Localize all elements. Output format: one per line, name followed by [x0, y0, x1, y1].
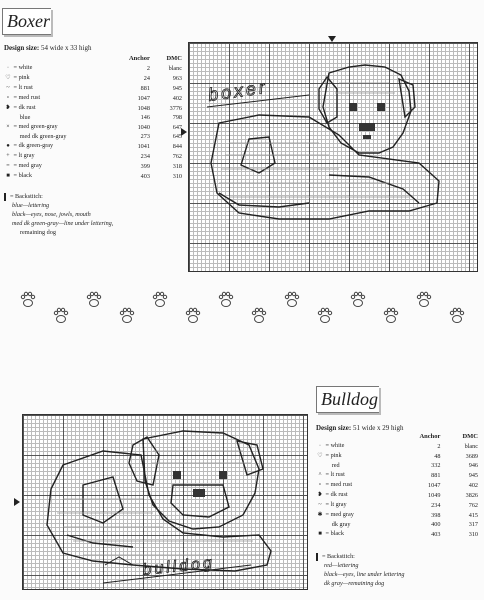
- paw-print-icon: [318, 308, 331, 322]
- stitch-symbol-icon: +: [6, 153, 10, 159]
- color-name-cell: ● = dk green-gray: [2, 141, 111, 151]
- stitch-symbol-icon: ×: [6, 124, 10, 130]
- stitch-symbol-icon: ❥: [317, 492, 323, 498]
- bulldog-color-key: [314, 432, 480, 539]
- paw-print-icon: [120, 308, 133, 322]
- color-name: lt gray: [18, 152, 35, 159]
- color-name-cell: + = lt gray: [2, 151, 111, 161]
- color-name-cell: ▫ = med rust: [2, 93, 111, 103]
- boxer-key-row: [2, 151, 184, 161]
- anchor-number: 234: [431, 501, 441, 509]
- bulldog-chart-grid: [22, 414, 308, 590]
- anchor-number: 399: [140, 162, 150, 170]
- color-name: dk rust: [330, 491, 348, 498]
- bulldog-backstitch-line: red—lettering: [324, 562, 359, 569]
- stitch-symbol-icon: ·: [7, 65, 9, 71]
- color-name-cell: · = white: [2, 63, 111, 73]
- color-name-cell: ♡ = pink: [5, 74, 30, 81]
- paw-print-icon: [219, 292, 232, 306]
- bulldog-backstitch: [316, 552, 404, 588]
- boxer-backstitch-line: remaining dog: [20, 229, 56, 236]
- anchor-number: 234: [140, 152, 150, 160]
- boxer-col-anchor: Anchor: [128, 55, 150, 62]
- boxer-backstitch-line: blue—lettering: [12, 202, 50, 209]
- anchor-number: 146: [140, 114, 150, 121]
- boxer-col-dmc: DMC: [166, 55, 182, 62]
- dmc-number: blanc: [168, 64, 182, 72]
- backstitch-bar-icon: [316, 553, 318, 561]
- dmc-number: 3826: [465, 491, 478, 499]
- stitch-symbol-icon: ·: [319, 443, 321, 449]
- bulldog-key-row: [314, 470, 480, 480]
- bulldog-chart-lettering: bulldog: [141, 554, 216, 579]
- anchor-number: 1049: [428, 491, 441, 499]
- paw-print-icon: [21, 292, 34, 306]
- anchor-number: 2: [146, 64, 150, 72]
- boxer-key-row: [2, 122, 184, 132]
- color-name: med green-gray: [18, 123, 58, 130]
- color-name: red: [331, 462, 340, 469]
- bulldog-design-size-value: 51 wide x 29 high: [352, 424, 404, 432]
- backstitch-bar-icon: [4, 193, 6, 201]
- stitch-symbol-icon: ▫: [6, 95, 10, 101]
- dmc-number: 945: [468, 471, 478, 479]
- color-name-cell: ■ = black: [2, 171, 111, 181]
- paw-print-icon: [153, 292, 166, 306]
- boxer-backstitch-line: black—eyes, nose, jowls, mouth: [12, 211, 91, 218]
- paw-print-icon: [351, 292, 364, 306]
- anchor-number: 1048: [137, 104, 150, 112]
- color-name: med gray: [18, 162, 42, 169]
- anchor-number: 332: [431, 462, 441, 469]
- boxer-design-size-label: Design size:: [4, 44, 40, 52]
- paw-print-icon: [450, 308, 463, 322]
- stitch-symbol-icon: ^: [318, 472, 322, 478]
- anchor-number: 881: [140, 84, 150, 92]
- bulldog-backstitch-label: = Backstitch:: [316, 552, 404, 561]
- bulldog-col-anchor: Anchor: [419, 433, 441, 440]
- bulldog-key-row: [314, 510, 480, 520]
- anchor-number: 403: [431, 530, 441, 538]
- color-name: med rust: [330, 481, 353, 488]
- dmc-number: 3689: [465, 452, 478, 460]
- color-name: lt rust: [330, 471, 345, 478]
- color-name-cell: × = med green-gray: [2, 122, 111, 132]
- color-name: dk green-gray: [18, 142, 54, 149]
- color-name: dk gray: [331, 521, 351, 528]
- stitch-symbol-icon: ❥: [5, 105, 11, 111]
- bulldog-key-row: [314, 520, 480, 529]
- stitch-symbol-icon: ■: [6, 173, 10, 179]
- color-name-cell: = = med gray: [2, 161, 111, 171]
- color-name: med rust: [18, 94, 41, 101]
- boxer-backstitch-line: med dk green-gray—line under lettering,: [12, 220, 114, 227]
- color-name: blue: [19, 114, 31, 121]
- dmc-number: 762: [172, 152, 182, 160]
- dmc-number: 402: [172, 94, 182, 102]
- boxer-key-row: [2, 161, 184, 171]
- paw-print-icon: [384, 308, 397, 322]
- color-name-cell: ■ = black: [314, 529, 394, 539]
- stitch-symbol-icon: ~: [318, 502, 322, 508]
- boxer-key-row: [2, 93, 184, 103]
- dmc-number: 402: [468, 481, 478, 489]
- color-name-cell: ✱ = med gray: [317, 511, 354, 518]
- color-name-cell: ~ = lt rust: [2, 83, 111, 93]
- boxer-dog-chart: [189, 43, 477, 271]
- boxer-backstitch-label: = Backstitch:: [4, 192, 113, 201]
- anchor-number: 1041: [137, 142, 150, 150]
- anchor-number: 2: [437, 442, 441, 450]
- color-name: lt gray: [330, 501, 347, 508]
- bulldog-title-box: [316, 386, 379, 413]
- bulldog-key-row: [314, 480, 480, 490]
- stitch-symbol-icon: ▫: [318, 482, 322, 488]
- dmc-number: 310: [172, 172, 182, 180]
- color-name: pink: [330, 452, 342, 459]
- dmc-number: 798: [172, 114, 182, 121]
- anchor-number: 400: [431, 521, 441, 528]
- dmc-number: blanc: [464, 442, 478, 450]
- boxer-title-box: [2, 8, 51, 35]
- dmc-number: 310: [468, 530, 478, 538]
- anchor-number: 24: [143, 74, 150, 82]
- color-name-cell: ♡ = pink: [317, 452, 342, 459]
- color-name: med dk green-gray: [19, 133, 67, 140]
- anchor-number: 881: [431, 471, 441, 479]
- bulldog-key-row: [314, 461, 480, 470]
- color-name: black: [18, 172, 32, 179]
- boxer-key-row: [2, 73, 184, 83]
- color-name: pink: [18, 74, 30, 81]
- boxer-key-row: [2, 63, 184, 73]
- bulldog-key-row: [314, 490, 480, 500]
- bulldog-design-size-label: Design size:: [316, 424, 352, 432]
- paw-print-icon: [186, 308, 199, 322]
- boxer-backstitch: [4, 192, 113, 237]
- dmc-number: 946: [468, 462, 478, 469]
- anchor-number: 1047: [428, 481, 441, 489]
- anchor-number: 403: [140, 172, 150, 180]
- anchor-number: 398: [431, 511, 441, 519]
- boxer-key-row: [2, 83, 184, 93]
- color-name-cell: ❥ = dk rust: [317, 491, 348, 498]
- anchor-number: 1047: [137, 94, 150, 102]
- boxer-key-row: [2, 171, 184, 181]
- stitch-symbol-icon: ♡: [5, 75, 11, 81]
- boxer-key-row: [2, 113, 184, 122]
- anchor-number: 1040: [137, 123, 150, 131]
- bulldog-backstitch-line: black—eyes, line under lettering: [324, 571, 405, 578]
- color-name-cell: ▫ = med rust: [314, 480, 394, 490]
- anchor-number: 273: [140, 133, 150, 140]
- dmc-number: 945: [172, 84, 182, 92]
- bulldog-design-size: [316, 424, 404, 432]
- bulldog-dog-chart: [23, 415, 307, 589]
- boxer-center-arrow: [181, 128, 187, 136]
- color-name: white: [330, 442, 345, 449]
- color-name: med gray: [330, 511, 354, 518]
- color-name-cell: [2, 132, 111, 141]
- color-name-cell: ~ = lt gray: [314, 500, 394, 510]
- paw-print-border: [0, 288, 484, 330]
- boxer-chart-lettering: boxer: [206, 76, 270, 105]
- bulldog-key-row: [314, 529, 480, 539]
- boxer-key-row: [2, 132, 184, 141]
- anchor-number: 48: [434, 452, 441, 460]
- color-name-cell: [2, 113, 111, 122]
- color-name: lt rust: [18, 84, 33, 91]
- dmc-number: 3776: [169, 104, 182, 112]
- bulldog-key-row: [314, 451, 480, 461]
- boxer-design-size: [4, 44, 92, 52]
- boxer-title: Boxer: [7, 11, 50, 31]
- color-name: white: [18, 64, 33, 71]
- paw-print-icon: [252, 308, 265, 322]
- bulldog-title: Bulldog: [321, 389, 378, 409]
- paw-print-icon: [54, 308, 67, 322]
- bulldog-key-row: [314, 441, 480, 451]
- paw-print-icon: [285, 292, 298, 306]
- dmc-number: 317: [468, 521, 478, 528]
- color-name-cell: [314, 520, 394, 529]
- stitch-symbol-icon: ■: [318, 531, 322, 537]
- boxer-color-key: [2, 54, 184, 181]
- dmc-number: 318: [172, 162, 182, 170]
- stitch-symbol-icon: ✱: [317, 512, 323, 518]
- stitch-symbol-icon: ♡: [317, 453, 323, 459]
- bulldog-key-row: [314, 500, 480, 510]
- boxer-key-row: [2, 103, 184, 113]
- dmc-number: 963: [172, 74, 182, 82]
- stitch-symbol-icon: ~: [6, 85, 10, 91]
- stitch-symbol-icon: =: [6, 163, 10, 169]
- boxer-chart-grid: [188, 42, 478, 272]
- dmc-number: 647: [172, 123, 182, 131]
- color-name-cell: ^ = lt rust: [314, 470, 394, 480]
- color-name-cell: ❥ = dk rust: [5, 104, 36, 111]
- bulldog-key-header: [314, 432, 480, 441]
- bulldog-center-arrow: [14, 498, 20, 506]
- bulldog-backstitch-line: dk gray—remaining dog: [324, 580, 385, 587]
- dmc-number: 844: [172, 142, 182, 150]
- paw-print-icon: [87, 292, 100, 306]
- boxer-key-header: [2, 54, 184, 63]
- boxer-key-row: [2, 141, 184, 151]
- color-name-cell: [314, 461, 394, 470]
- bulldog-col-dmc: DMC: [462, 433, 478, 440]
- dmc-number: 645: [172, 133, 182, 140]
- dmc-number: 762: [468, 501, 478, 509]
- color-name-cell: · = white: [314, 441, 394, 451]
- dmc-number: 415: [468, 511, 478, 519]
- paw-print-icon: [417, 292, 430, 306]
- color-name: dk rust: [18, 104, 36, 111]
- stitch-symbol-icon: ●: [6, 143, 10, 149]
- boxer-design-size-value: 54 wide x 33 high: [40, 44, 92, 52]
- boxer-center-arrow-top: [328, 36, 336, 42]
- color-name: black: [330, 530, 344, 537]
